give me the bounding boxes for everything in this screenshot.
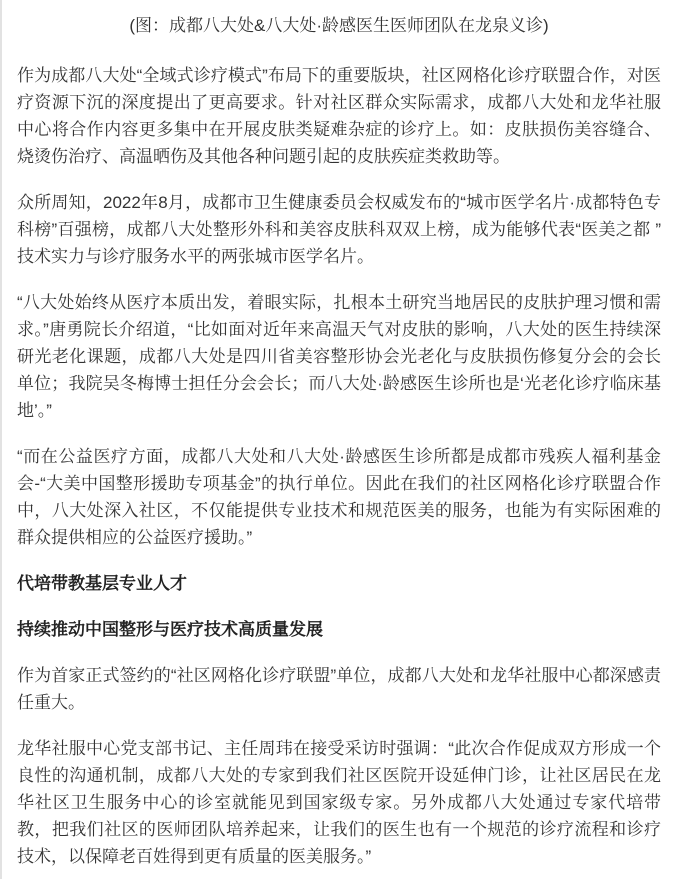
paragraph-first-signing: 作为首家正式签约的“社区网格化诊疗联盟”单位，成都八大处和龙华社服中心都深感责任重大。 [17,666,661,712]
paragraph-director-quote: “八大处始终从医疗本质出发，着眼实际，扎根本土研究当地居民的皮肤护理习惯和需求。”唐勇院长介绍道，“比如面对近年来高温天气对皮肤的影响，八大处的医生持续深研光老化课题，成都八大处是四川省美容整形协会光老化与皮肤损伤修复分会的会长单位；我院吴冬梅博士担任分会会长；而八大处·龄感医生诊所也是‘光老化诊疗临床基地’。” [17,293,661,420]
paragraph-city-medical-card: 众所周知，2022年8月，成都市卫生健康委员会权威发布的“城市医学名片·成都特色专科榜”百强榜，成都八大处整形外科和美容皮肤科双双上榜，成为能够代表“医美之都 ”技术实力与诊疗服务水平的两张城市医学名片。 [17,193,661,266]
article-body [17,12,661,870]
image-caption: (图：成都八大处&八大处·龄感医生医师团队在龙泉义诊) [129,16,549,35]
paragraph-cooperation-overview: 作为成都八大处“全域式诊疗模式”布局下的重要版块，社区网格化诊疗联盟合作，对医疗资源下沉的深度提出了更高要求。针对社区群众实际需求，成都八大处和龙华社服中心将合作内容更多集中在开展皮肤类疑难杂症的诊疗上。如：皮肤损伤美容缝合、烧烫伤治疗、高温晒伤及其他各种问题引起的皮肤疾症类救助等。 [17,66,661,166]
paragraph-zhouwei-quote: 龙华社服中心党支部书记、主任周玮在接受采访时强调：“此次合作促成双方形成一个良性的沟通机制，成都八大处的专家到我们社区医院开设延伸门诊，让社区居民在龙华社区卫生服务中心的诊室就能见到国家级专家。另外成都八大处通过专家代培带教，把我们社区的医师团队培养起来，让我们的医生也有一个规范的诊疗流程和诊疗技术，以保障老百姓得到更有质量的医美服务。” [17,739,661,866]
section-heading-training-talent: 代培带教基层专业人才 [17,574,187,593]
paragraph-charity-medical: “而在公益医疗方面，成都八大处和八大处·龄感医生诊所都是成都市残疾人福利基金会-“大美中国整形援助专项基金”的执行单位。因此在我们的社区网格化诊疗联盟合作中，八大处深入社区，不仅能提供专业技术和规范医美的服务，也能为有实际困难的群众提供相应的公益医疗援助。” [17,447,661,547]
section-heading-quality-development: 持续推动中国整形与医疗技术高质量发展 [17,620,323,639]
